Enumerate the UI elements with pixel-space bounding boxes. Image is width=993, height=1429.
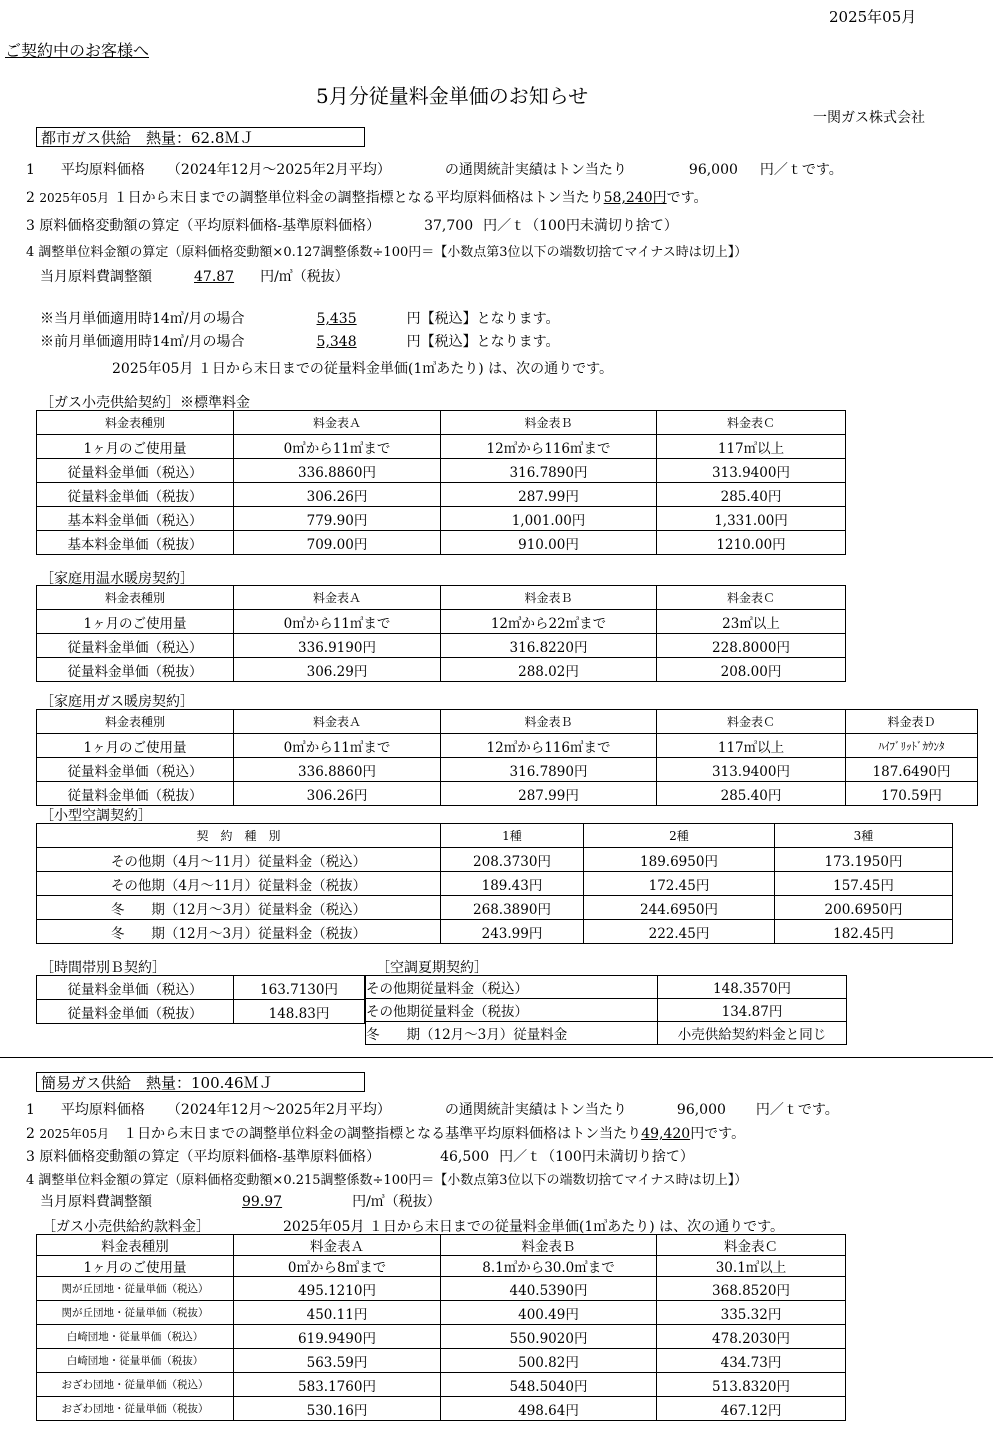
- t2-cell: 208.00円: [657, 658, 846, 682]
- t2-row: [37, 634, 846, 658]
- simple-line-5: 当月原料費調整額 99.97 円/㎥（税抜）: [40, 1194, 441, 1210]
- simple-gas-heading: 簡易ガス供給 熱量：100.46ＭＪ: [36, 1072, 365, 1092]
- t3-cell: 336.8860円: [234, 758, 441, 782]
- t2-cell: 従量料金単価（税抜）: [37, 658, 234, 682]
- t2-cell: 料金表種別: [37, 586, 234, 610]
- t7-cell: 498.64円: [441, 1397, 657, 1421]
- t4-cell: 1種: [441, 824, 584, 848]
- t7-cell: おざわ団地・従量単価（税込）: [37, 1373, 234, 1397]
- t4-cell: 208.3730円: [441, 848, 584, 872]
- t1-cell: 779.90円: [234, 507, 441, 531]
- city-note-1: ※当月単価適用時14㎥/月の場合 5,435 円【税込】となります。: [40, 311, 560, 327]
- city-line-3: 3 原料価格変動額の算定（平均原料価格-基準原料価格） 37,700 円／ｔ（100円未満切り捨て）: [26, 218, 678, 234]
- t1-cell: 117㎥以上: [657, 435, 846, 459]
- t7-cell: 0㎥から8㎥まで: [234, 1256, 441, 1277]
- t5-cell: 従量料金単価（税込）: [37, 976, 234, 1000]
- t3-cell: ﾊｲﾌﾞﾘｯﾄﾞｶｳﾝﾀ: [846, 734, 978, 758]
- t4-cell: その他期（4月～11月）従量料金（税抜）: [37, 872, 441, 896]
- city-gas-heading: 都市ガス供給 熱量：62.8ＭＪ: [36, 127, 365, 147]
- t4-caption: ［小型空調契約］: [40, 808, 152, 824]
- simple-line-4: 4 調整単位料金額の算定（原料価格変動額×0.215調整係数÷100円＝【小数点第3位以下の端数切捨てマイナス時は切上】）: [26, 1173, 748, 1188]
- hot-water-heating-table: [36, 585, 846, 682]
- t3-cell: 316.7890円: [441, 758, 657, 782]
- t3-cell: 料金表Ａ: [234, 710, 441, 734]
- t7-row: [37, 1349, 846, 1373]
- t1-caption: ［ガス小売供給契約］※標準料金: [40, 395, 250, 411]
- simple-line-1: 1 平均原料価格 （2024年12月～2025年2月平均） の通関統計実績はトン当たり 96,000 円／ｔです。: [26, 1102, 839, 1118]
- t1-row: [37, 459, 846, 483]
- t1-cell: 料金表Ａ: [234, 411, 441, 435]
- t3-cell: 料金表種別: [37, 710, 234, 734]
- t6-caption: ［空調夏期契約］: [376, 960, 488, 976]
- t4-row: [37, 848, 953, 872]
- t3-cell: 287.99円: [441, 782, 657, 806]
- t6-row: [366, 1022, 847, 1045]
- t7-row: [37, 1325, 846, 1349]
- t6-cell: その他期従量料金（税抜）: [366, 999, 658, 1022]
- t4-cell: 243.99円: [441, 920, 584, 944]
- t3-cell: 従量料金単価（税込）: [37, 758, 234, 782]
- t7-cell: 550.9020円: [441, 1325, 657, 1349]
- t4-cell: 冬 期（12月～3月）従量料金（税込）: [37, 896, 441, 920]
- t4-cell: 189.6950円: [584, 848, 775, 872]
- time-band-b-table: [36, 975, 365, 1024]
- t1-cell: 285.40円: [657, 483, 846, 507]
- t2-row: [37, 658, 846, 682]
- t6-cell: 小売供給契約料金と同じ: [658, 1022, 847, 1045]
- t4-cell: 3種: [775, 824, 953, 848]
- t7-cell: 563.59円: [234, 1349, 441, 1373]
- city-line-4: 4 調整単位料金額の算定（原料価格変動額×0.127調整係数÷100円＝【小数点第3位以下の端数切捨てマイナス時は切上】）: [26, 245, 748, 260]
- t3-cell: 1ヶ月のご使用量: [37, 734, 234, 758]
- t1-cell: 基本料金単価（税込）: [37, 507, 234, 531]
- t3-row: [37, 734, 978, 758]
- t4-cell: 172.45円: [584, 872, 775, 896]
- t7-cell: 583.1760円: [234, 1373, 441, 1397]
- t7-cell: 料金表Ｃ: [657, 1235, 846, 1256]
- simple-gas-table: [36, 1234, 846, 1421]
- t6-cell: 148.3570円: [658, 976, 847, 999]
- t5-row: [37, 976, 365, 1000]
- t3-row: [37, 758, 978, 782]
- t3-cell: 170.59円: [846, 782, 978, 806]
- t4-cell: 157.45円: [775, 872, 953, 896]
- t1-cell: 料金表種別: [37, 411, 234, 435]
- simple-intro: 2025年05月 １日から末日までの従量料金単価(1㎥あたり) は、次の通りです。: [283, 1219, 785, 1235]
- t7-row: [37, 1373, 846, 1397]
- t1-row: [37, 435, 846, 459]
- gas-heating-table: [36, 709, 978, 806]
- t7-row: [37, 1397, 846, 1421]
- t2-cell: 228.8000円: [657, 634, 846, 658]
- t7-cell: 619.9490円: [234, 1325, 441, 1349]
- simple-line-3: 3 原料価格変動額の算定（平均原料価格-基準原料価格） 46,500 円／ｔ（100円未満切り捨て）: [26, 1149, 694, 1165]
- t7-cell: 467.12円: [657, 1397, 846, 1421]
- simple-line-2: 2 2025年05月 １日から末日までの調整単位料金の調整指標となる基準平均原料価格はトン当たり49,420円です。: [26, 1126, 746, 1142]
- t7-cell: 白崎団地・従量単価（税込）: [37, 1325, 234, 1349]
- t1-cell: 1,001.00円: [441, 507, 657, 531]
- t6-cell: その他期従量料金（税込）: [366, 976, 658, 999]
- t7-cell: 関が丘団地・従量単価（税込）: [37, 1277, 234, 1301]
- summer-aircon-table: [365, 975, 847, 1045]
- t1-cell: 0㎥から11㎥まで: [234, 435, 441, 459]
- issue-date: 2025年05月: [829, 8, 917, 26]
- t7-cell: 1ヶ月のご使用量: [37, 1256, 234, 1277]
- t4-cell: 2種: [584, 824, 775, 848]
- t7-cell: 料金表Ａ: [234, 1235, 441, 1256]
- t2-cell: 306.29円: [234, 658, 441, 682]
- t5-cell: 従量料金単価（税抜）: [37, 1000, 234, 1024]
- t1-cell: 1,331.00円: [657, 507, 846, 531]
- t3-cell: 料金表Ｄ: [846, 710, 978, 734]
- t3-cell: 117㎥以上: [657, 734, 846, 758]
- t1-row: [37, 507, 846, 531]
- t7-cell: 450.11円: [234, 1301, 441, 1325]
- t1-cell: 910.00円: [441, 531, 657, 555]
- t1-cell: 287.99円: [441, 483, 657, 507]
- t4-cell: 契 約 種 別: [37, 824, 441, 848]
- t7-cell: 30.1㎥以上: [657, 1256, 846, 1277]
- t5-cell: 148.83円: [234, 1000, 365, 1024]
- t3-cell: 従量料金単価（税抜）: [37, 782, 234, 806]
- t4-cell: その他期（4月～11月）従量料金（税込）: [37, 848, 441, 872]
- t1-cell: 料金表Ｂ: [441, 411, 657, 435]
- t3-caption: ［家庭用ガス暖房契約］: [40, 694, 194, 710]
- t7-cell: 440.5390円: [441, 1277, 657, 1301]
- t7-cell: 478.2030円: [657, 1325, 846, 1349]
- t4-cell: 182.45円: [775, 920, 953, 944]
- t1-cell: 料金表Ｃ: [657, 411, 846, 435]
- t2-cell: 316.8220円: [441, 634, 657, 658]
- t1-cell: 12㎥から116㎥まで: [441, 435, 657, 459]
- t2-row: [37, 610, 846, 634]
- t3-cell: 0㎥から11㎥まで: [234, 734, 441, 758]
- t4-cell: 173.1950円: [775, 848, 953, 872]
- t4-cell: 268.3890円: [441, 896, 584, 920]
- page-title: 5月分従量料金単価のお知らせ: [316, 84, 589, 108]
- t7-cell: 400.49円: [441, 1301, 657, 1325]
- t7-cell: 548.5040円: [441, 1373, 657, 1397]
- t3-cell: 12㎥から116㎥まで: [441, 734, 657, 758]
- t7-cell: 白崎団地・従量単価（税抜）: [37, 1349, 234, 1373]
- t4-cell: 冬 期（12月～3月）従量料金（税抜）: [37, 920, 441, 944]
- t7-cell: 料金表種別: [37, 1235, 234, 1256]
- t7-row: [37, 1277, 846, 1301]
- city-line-1: 1 平均原料価格 （2024年12月～2025年2月平均） の通関統計実績はトン当たり 96,000 円／ｔです。: [26, 162, 843, 178]
- t3-cell: 306.26円: [234, 782, 441, 806]
- t2-cell: 従量料金単価（税込）: [37, 634, 234, 658]
- t5-caption: ［時間帯別Ｂ契約］: [40, 960, 166, 976]
- t6-cell: 134.87円: [658, 999, 847, 1022]
- t2-cell: 288.02円: [441, 658, 657, 682]
- city-intro: 2025年05月 １日から末日までの従量料金単価(1㎥あたり) は、次の通りです。: [112, 361, 614, 377]
- t7-row: [37, 1235, 846, 1256]
- t5-row: [37, 1000, 365, 1024]
- small-aircon-table: [36, 823, 953, 944]
- t4-cell: 222.45円: [584, 920, 775, 944]
- city-line-5: 当月原料費調整額 47.87 円/㎥（税抜）: [40, 269, 349, 285]
- t7-row: [37, 1301, 846, 1325]
- t1-cell: 従量料金単価（税込）: [37, 459, 234, 483]
- t4-row: [37, 872, 953, 896]
- t5-cell: 163.7130円: [234, 976, 365, 1000]
- t2-cell: 1ヶ月のご使用量: [37, 610, 234, 634]
- t4-cell: 244.6950円: [584, 896, 775, 920]
- company-name: 一関ガス株式会社: [813, 110, 925, 126]
- t3-row: [37, 710, 978, 734]
- t4-cell: 200.6950円: [775, 896, 953, 920]
- t7-cell: 368.8520円: [657, 1277, 846, 1301]
- t3-cell: 313.9400円: [657, 758, 846, 782]
- city-note-2: ※前月単価適用時14㎥/月の場合 5,348 円【税込】となります。: [40, 334, 560, 350]
- t6-cell: 冬 期（12月～3月）従量料金: [366, 1022, 658, 1045]
- t1-row: [37, 411, 846, 435]
- t2-caption: ［家庭用温水暖房契約］: [40, 571, 194, 587]
- t4-cell: 189.43円: [441, 872, 584, 896]
- section-divider: [0, 1057, 993, 1058]
- t3-cell: 187.6490円: [846, 758, 978, 782]
- t7-cell: 500.82円: [441, 1349, 657, 1373]
- t2-cell: 23㎥以上: [657, 610, 846, 634]
- t1-cell: 306.26円: [234, 483, 441, 507]
- t1-cell: 1210.00円: [657, 531, 846, 555]
- t2-cell: 料金表Ａ: [234, 586, 441, 610]
- t3-cell: 285.40円: [657, 782, 846, 806]
- t3-cell: 料金表Ｂ: [441, 710, 657, 734]
- t4-row: [37, 896, 953, 920]
- retail-standard-table: [36, 410, 846, 555]
- t1-cell: 709.00円: [234, 531, 441, 555]
- t7-cell: 関が丘団地・従量単価（税抜）: [37, 1301, 234, 1325]
- t2-row: [37, 586, 846, 610]
- t2-cell: 料金表Ｂ: [441, 586, 657, 610]
- t2-cell: 0㎥から11㎥まで: [234, 610, 441, 634]
- t7-cell: 513.8320円: [657, 1373, 846, 1397]
- t7-cell: 335.32円: [657, 1301, 846, 1325]
- t7-cell: おざわ団地・従量単価（税抜）: [37, 1397, 234, 1421]
- t7-caption: ［ガス小売供給約款料金］: [42, 1219, 210, 1235]
- t1-cell: 1ヶ月のご使用量: [37, 435, 234, 459]
- t7-cell: 434.73円: [657, 1349, 846, 1373]
- t3-row: [37, 782, 978, 806]
- t1-cell: 313.9400円: [657, 459, 846, 483]
- t1-cell: 基本料金単価（税抜）: [37, 531, 234, 555]
- t1-cell: 従量料金単価（税抜）: [37, 483, 234, 507]
- t7-cell: 料金表Ｂ: [441, 1235, 657, 1256]
- greeting: ご契約中のお客様へ: [5, 41, 150, 60]
- t2-cell: 12㎥から22㎥まで: [441, 610, 657, 634]
- t7-cell: 495.1210円: [234, 1277, 441, 1301]
- t1-row: [37, 531, 846, 555]
- t7-cell: 8.1㎥から30.0㎥まで: [441, 1256, 657, 1277]
- city-line-2: 2 2025年05月 １日から末日までの調整単位料金の調整指標となる平均原料価格はトン当たり58,240円です。: [26, 190, 708, 206]
- t1-cell: 336.8860円: [234, 459, 441, 483]
- t2-cell: 336.9190円: [234, 634, 441, 658]
- t1-cell: 316.7890円: [441, 459, 657, 483]
- t7-cell: 530.16円: [234, 1397, 441, 1421]
- t7-row: [37, 1256, 846, 1277]
- t2-cell: 料金表Ｃ: [657, 586, 846, 610]
- t4-row: [37, 824, 953, 848]
- t3-cell: 料金表Ｃ: [657, 710, 846, 734]
- t6-row: [366, 999, 847, 1022]
- t1-row: [37, 483, 846, 507]
- t6-row: [366, 976, 847, 999]
- t4-row: [37, 920, 953, 944]
